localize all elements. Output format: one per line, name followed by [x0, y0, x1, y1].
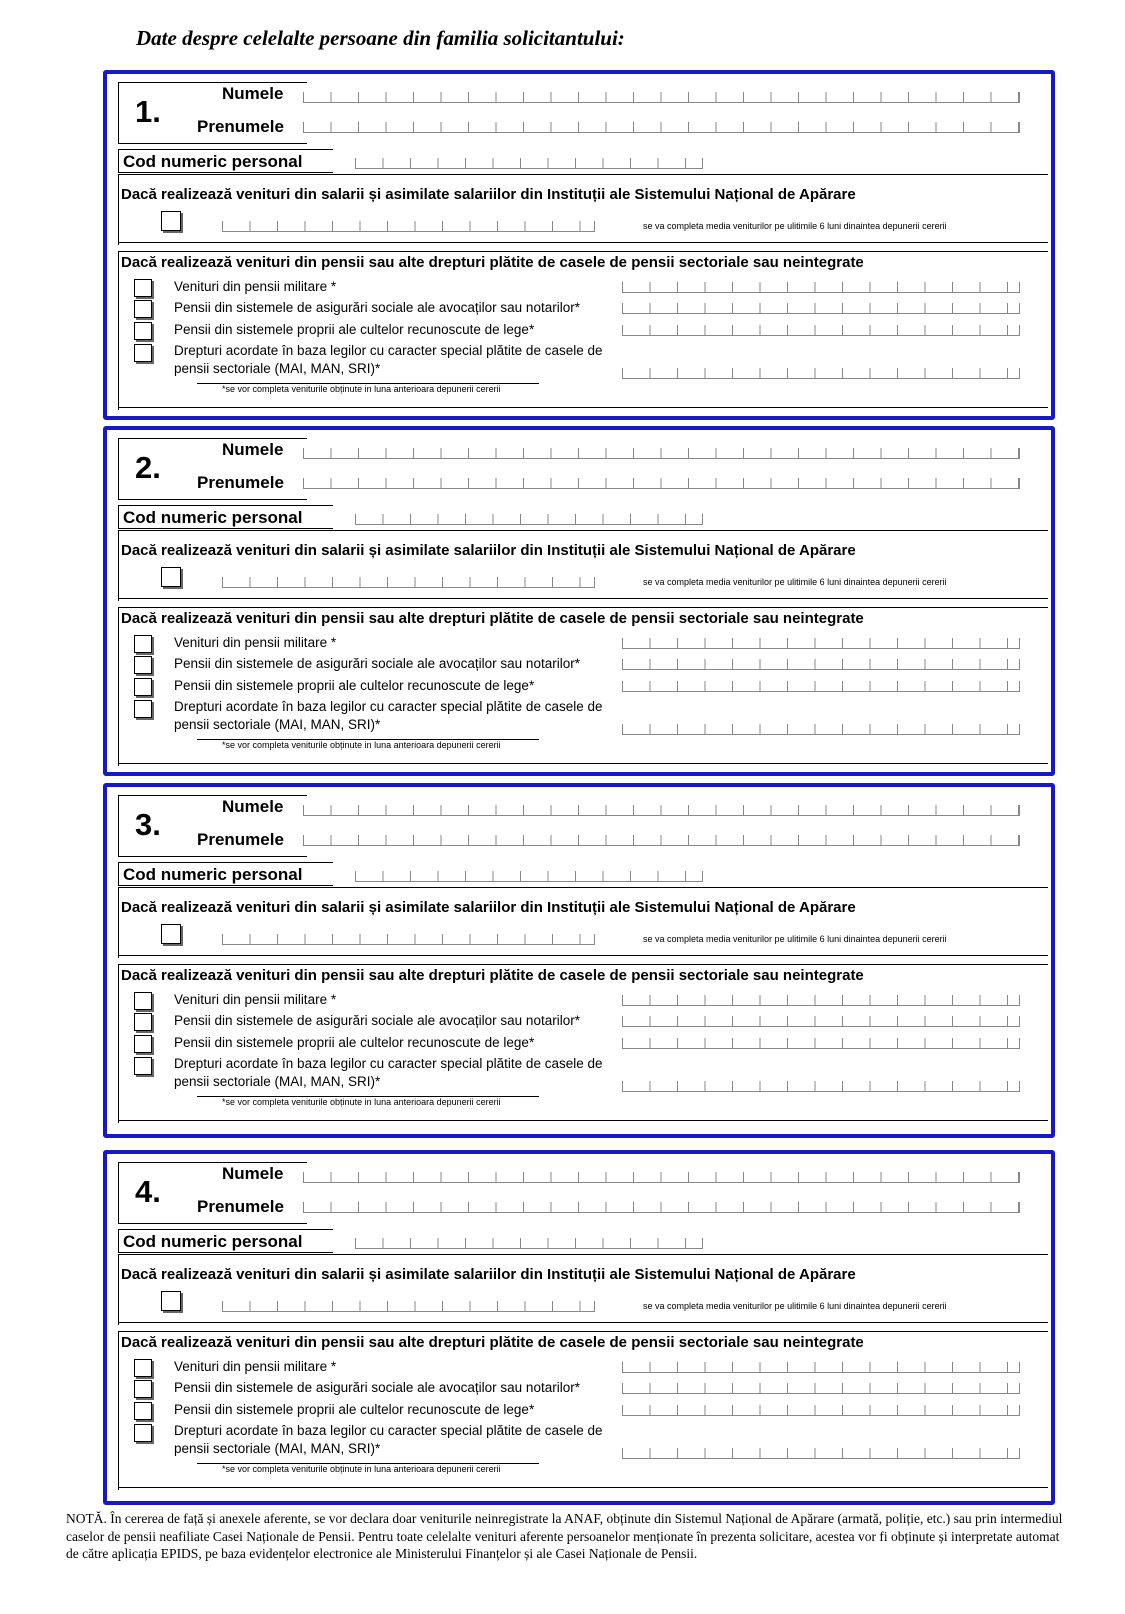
pension-lawyers-input[interactable]	[622, 1016, 1020, 1027]
pension-cults-label: Pensii din sistemele proprii ale cultelor recunoscute de lege*	[174, 1402, 535, 1417]
pension-special-checkbox[interactable]	[134, 344, 152, 362]
prenumele-input[interactable]	[303, 1202, 1020, 1213]
salary-amount-input[interactable]	[222, 934, 595, 945]
person-block	[103, 70, 1055, 420]
pension-special-input[interactable]	[622, 724, 1020, 735]
section-divider	[118, 530, 1048, 531]
pension-military-input[interactable]	[622, 282, 1020, 293]
numele-input[interactable]	[303, 448, 1020, 459]
pension-military-input[interactable]	[622, 1362, 1020, 1373]
prenumele-input[interactable]	[303, 835, 1020, 846]
pension-special-label: Drepturi acordate în baza legilor cu caracter special plătite de casele de pensii sectoriale (MAI, MAN, SRI)*	[174, 1056, 603, 1089]
pension-lawyers-checkbox[interactable]	[134, 300, 152, 318]
numele-input[interactable]	[303, 805, 1020, 816]
pension-military-checkbox[interactable]	[134, 1359, 152, 1377]
pension-lawyers-label: Pensii din sistemele de asigurări sociale ale avocaților sau notarilor*	[174, 1380, 580, 1395]
numele-label: Numele	[222, 440, 284, 459]
salary-amount-input[interactable]	[222, 221, 595, 232]
salary-checkbox[interactable]	[161, 567, 181, 587]
salary-section-title: Dacă realizează venituri din salarii și asimilate salariilor din Instituții ale Sistemului Național de Apărare	[121, 1266, 856, 1283]
cnp-label: Cod numeric personal	[118, 505, 333, 529]
pension-military-label: Venituri din pensii militare *	[174, 635, 337, 650]
section-divider	[118, 251, 1048, 252]
pension-cults-label: Pensii din sistemele proprii ale cultelor recunoscute de lege*	[174, 322, 535, 337]
section-divider	[118, 964, 1048, 965]
prenumele-label: Prenumele	[197, 117, 284, 136]
pension-special-label: Drepturi acordate în baza legilor cu caracter special plătite de casele de pensii sectoriale (MAI, MAN, SRI)*	[174, 699, 603, 732]
person-number: 2.	[135, 450, 161, 485]
footnote: *se vor completa veniturile obținute in luna anterioara depunerii cererii	[222, 384, 501, 394]
pension-special-input[interactable]	[622, 1081, 1020, 1092]
salary-amount-input[interactable]	[222, 1301, 595, 1312]
prenumele-label: Prenumele	[197, 1197, 284, 1216]
cnp-input[interactable]	[355, 514, 703, 525]
pension-lawyers-label: Pensii din sistemele de asigurări sociale ale avocaților sau notarilor*	[174, 656, 580, 671]
pension-cults-label: Pensii din sistemele proprii ale cultelor recunoscute de lege*	[174, 678, 535, 693]
pension-military-checkbox[interactable]	[134, 635, 152, 653]
cnp-label: Cod numeric personal	[118, 862, 333, 886]
salary-section-title: Dacă realizează venituri din salarii și asimilate salariilor din Instituții ale Sistemului Național de Apărare	[121, 899, 856, 916]
person-block	[103, 783, 1055, 1138]
section-divider	[118, 763, 1048, 764]
pension-cults-checkbox[interactable]	[134, 1402, 152, 1420]
pension-military-input[interactable]	[622, 995, 1020, 1006]
pension-lawyers-input[interactable]	[622, 303, 1020, 314]
section-border	[118, 1331, 119, 1490]
person-number: 3.	[135, 807, 161, 842]
pension-special-checkbox[interactable]	[134, 1424, 152, 1442]
pension-special-checkbox[interactable]	[134, 700, 152, 718]
section-divider	[118, 1120, 1048, 1121]
section-border	[118, 607, 119, 766]
section-border	[118, 964, 119, 1123]
section-divider	[118, 1322, 1048, 1323]
person-number: 1.	[135, 94, 161, 129]
salary-checkbox[interactable]	[161, 924, 181, 944]
section-divider	[118, 1331, 1048, 1332]
section-divider	[118, 174, 1048, 175]
section-divider	[118, 887, 1048, 888]
pension-cults-input[interactable]	[622, 325, 1020, 336]
pension-section-title: Dacă realizează venituri din pensii sau alte drepturi plătite de casele de pensii sectoriale sau neintegrate	[121, 967, 864, 984]
salary-note: se va completa media veniturilor pe ulitimile 6 luni dinaintea depunerii cererii	[643, 1301, 947, 1311]
section-divider	[118, 242, 1048, 243]
pension-cults-checkbox[interactable]	[134, 322, 152, 340]
pension-military-checkbox[interactable]	[134, 992, 152, 1010]
section-border	[118, 887, 119, 958]
pension-lawyers-checkbox[interactable]	[134, 1380, 152, 1398]
numele-label: Numele	[222, 797, 284, 816]
salary-checkbox[interactable]	[161, 1291, 181, 1311]
person-block	[103, 1150, 1055, 1505]
salary-note: se va completa media veniturilor pe ulitimile 6 luni dinaintea depunerii cererii	[643, 934, 947, 944]
salary-checkbox[interactable]	[161, 211, 181, 231]
salary-section-title: Dacă realizează venituri din salarii și asimilate salariilor din Instituții ale Sistemului Național de Apărare	[121, 186, 856, 203]
pension-special-checkbox[interactable]	[134, 1057, 152, 1075]
pension-military-checkbox[interactable]	[134, 279, 152, 297]
pension-military-input[interactable]	[622, 638, 1020, 649]
pension-section-title: Dacă realizează venituri din pensii sau alte drepturi plătite de casele de pensii sectoriale sau neintegrate	[121, 254, 864, 271]
section-divider	[118, 607, 1048, 608]
cnp-input[interactable]	[355, 1238, 703, 1249]
pension-special-label: Drepturi acordate în baza legilor cu caracter special plătite de casele de pensii sectoriale (MAI, MAN, SRI)*	[174, 1423, 603, 1456]
pension-lawyers-input[interactable]	[622, 659, 1020, 670]
pension-lawyers-input[interactable]	[622, 1383, 1020, 1394]
pension-military-label: Venituri din pensii militare *	[174, 1359, 337, 1374]
pension-lawyers-label: Pensii din sistemele de asigurări sociale ale avocaților sau notarilor*	[174, 1013, 580, 1028]
page-title: Date despre celelalte persoane din familia solicitantului:	[136, 26, 625, 50]
section-border	[118, 1254, 119, 1325]
salary-section-title: Dacă realizează venituri din salarii și asimilate salariilor din Instituții ale Sistemului Național de Apărare	[121, 542, 856, 559]
salary-note: se va completa media veniturilor pe ulitimile 6 luni dinaintea depunerii cererii	[643, 577, 947, 587]
person-number: 4.	[135, 1174, 161, 1209]
pension-cults-label: Pensii din sistemele proprii ale cultelor recunoscute de lege*	[174, 1035, 535, 1050]
bottom-note: NOTĂ. În cererea de față și anexele aferente, se vor declara doar veniturile neinregistrate la ANAF, obținute din Sistemul Național de Apărare (armată, poliție, etc.) sau prin intermediul caselor de pensii neafiliate Casei Naționale de Pensii. Pentru toate celelalte venituri aferente persoanelor menționate în prezenta solicitare, acestea vor fi obținute și interpretate automat de către aplicația EPIDS, pe baza evidențelor electronice ale Ministerului Finanțelor și ale Casei Naționale de Pensii.	[66, 1511, 1063, 1561]
cnp-input[interactable]	[355, 871, 703, 882]
prenumele-label: Prenumele	[197, 473, 284, 492]
pension-cults-input[interactable]	[622, 1038, 1020, 1049]
section-divider	[118, 1254, 1048, 1255]
numele-label: Numele	[222, 1164, 284, 1183]
section-border	[118, 251, 119, 410]
cnp-input[interactable]	[355, 158, 703, 169]
pension-section-title: Dacă realizează venituri din pensii sau alte drepturi plătite de casele de pensii sectoriale sau neintegrate	[121, 1334, 864, 1351]
pension-cults-checkbox[interactable]	[134, 678, 152, 696]
prenumele-input[interactable]	[303, 122, 1020, 133]
pension-lawyers-label: Pensii din sistemele de asigurări sociale ale avocaților sau notarilor*	[174, 300, 580, 315]
pension-special-input[interactable]	[622, 368, 1020, 379]
prenumele-label: Prenumele	[197, 830, 284, 849]
numele-input[interactable]	[303, 92, 1020, 103]
section-divider	[118, 955, 1048, 956]
pension-cults-input[interactable]	[622, 1405, 1020, 1416]
cnp-label: Cod numeric personal	[118, 149, 333, 173]
numele-label: Numele	[222, 84, 284, 103]
section-border	[118, 174, 119, 245]
footnote: *se vor completa veniturile obținute in luna anterioara depunerii cererii	[222, 1097, 501, 1107]
pension-special-input[interactable]	[622, 1448, 1020, 1459]
section-border	[118, 530, 119, 601]
numele-input[interactable]	[303, 1172, 1020, 1183]
person-block	[103, 426, 1055, 776]
pension-cults-input[interactable]	[622, 681, 1020, 692]
salary-note: se va completa media veniturilor pe ulitimile 6 luni dinaintea depunerii cererii	[643, 221, 947, 231]
pension-lawyers-checkbox[interactable]	[134, 1013, 152, 1031]
footnote: *se vor completa veniturile obținute in luna anterioara depunerii cererii	[222, 1464, 501, 1474]
prenumele-input[interactable]	[303, 478, 1020, 489]
section-divider	[118, 1487, 1048, 1488]
footnote: *se vor completa veniturile obținute in luna anterioara depunerii cererii	[222, 740, 501, 750]
cnp-label: Cod numeric personal	[118, 1229, 333, 1253]
pension-military-label: Venituri din pensii militare *	[174, 279, 337, 294]
section-divider	[118, 407, 1048, 408]
pension-section-title: Dacă realizează venituri din pensii sau alte drepturi plătite de casele de pensii sectoriale sau neintegrate	[121, 610, 864, 627]
pension-lawyers-checkbox[interactable]	[134, 656, 152, 674]
salary-amount-input[interactable]	[222, 577, 595, 588]
pension-cults-checkbox[interactable]	[134, 1035, 152, 1053]
section-divider	[118, 598, 1048, 599]
pension-special-label: Drepturi acordate în baza legilor cu caracter special plătite de casele de pensii sectoriale (MAI, MAN, SRI)*	[174, 343, 603, 376]
pension-military-label: Venituri din pensii militare *	[174, 992, 337, 1007]
